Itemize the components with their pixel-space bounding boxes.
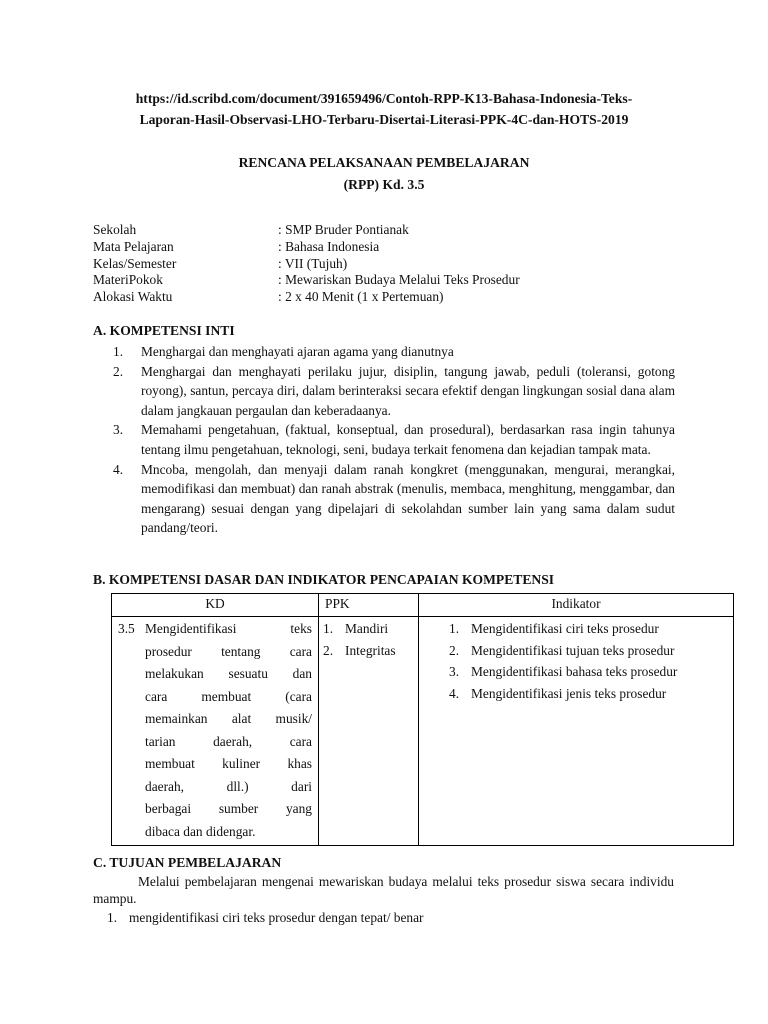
list-number: 4. — [113, 461, 124, 477]
list-number: 2. — [449, 642, 460, 658]
list-text: Mengidentifikasi bahasa teks prosedur — [471, 664, 678, 679]
list-item — [449, 683, 729, 705]
list-number: 3. — [113, 422, 124, 438]
info-row-kelas-semester — [93, 256, 693, 273]
info-value: : 2 x 40 Menit (1 x Pertemuan) — [278, 289, 444, 305]
kd-line: membuat kuliner khas — [145, 756, 312, 771]
table-header-ppk: PPK — [319, 594, 419, 617]
list-number: 3. — [449, 664, 460, 679]
info-row-alokasi-waktu — [93, 289, 693, 306]
list-text: Mandiri — [345, 621, 389, 636]
table-row — [112, 617, 734, 846]
indikator-cell — [419, 617, 734, 846]
kd-line: cara membuat (cara — [145, 688, 312, 704]
list-number: 1. — [113, 344, 124, 359]
info-label: Mata Pelajaran — [93, 238, 174, 254]
kd-line: Mengidentifikasi teks — [145, 621, 312, 636]
kd-line: berbagai sumber yang — [145, 801, 312, 816]
kd-line: daerah, dll.) dari — [145, 778, 312, 794]
list-item — [113, 420, 675, 459]
source-url-line-2: Laporan-Hasil-Observasi-LHO-Terbaru-Disertai-Literasi-PPK-4C-dan-HOTS-2019 — [139, 112, 629, 127]
kompetensi-inti-list — [113, 342, 675, 538]
list-text: Mengidentifikasi tujuan teks prosedur — [471, 642, 675, 658]
section-c-heading: C. TUJUAN PEMBELAJARAN — [93, 855, 282, 870]
title-line-2: (RPP) Kd. 3.5 — [343, 177, 425, 192]
list-text: mengidentifikasi ciri teks prosedur dengan tepat/ benar — [129, 910, 424, 925]
source-url — [60, 88, 708, 130]
document-title — [60, 152, 708, 196]
list-item — [449, 661, 729, 683]
list-text: Mengidentifikasi jenis teks prosedur — [471, 685, 667, 701]
list-item — [113, 362, 675, 421]
info-row-materi-pokok — [93, 272, 693, 289]
kd-description — [145, 618, 312, 843]
info-value: : Mewariskan Budaya Melalui Teks Prosedur — [278, 272, 520, 288]
tujuan-paragraph: Melalui pembelajaran mengenai mewariskan budaya melalui teks prosedur siswa secara individu mampu. — [93, 874, 674, 906]
info-value: : VII (Tujuh) — [278, 255, 348, 271]
list-text: Mncoba, mengolah, dan menyaji dalam ranah kongkret (menggunakan, mengurai, merangkai, memodifikasi dan membuat) dan ranah abstrak (menulis, membaca, menghitung, menggambar, dan mengarang) sesuai dengan yang dipelajari di sekolahdan sumber lain yang sama dalam sudut pandang/teori. — [141, 461, 675, 536]
table-header-kd: KD — [112, 594, 319, 617]
section-a-heading: A. KOMPETENSI INTI — [93, 323, 235, 338]
source-url-line-1: https://id.scribd.com/document/391659496/Contoh-RPP-K13-Bahasa-Indonesia-Teks- — [135, 91, 633, 106]
list-number: 1. — [323, 621, 334, 636]
list-item — [113, 342, 675, 362]
list-text: Memahami pengetahuan, (faktual, konseptual, dan prosedural), berdasarkan rasa ingin tahunya tentang ilmu pengetahuan, teknologi, seni, budaya terkait fenomena dan kejadian tampak mata. — [141, 422, 675, 457]
list-number: 1. — [107, 910, 118, 925]
kd-line: prosedur tentang cara — [145, 643, 312, 659]
list-number: 4. — [449, 685, 460, 701]
info-value: : SMP Bruder Pontianak — [278, 222, 409, 237]
ppk-cell — [319, 617, 419, 846]
table-header-row — [112, 594, 734, 617]
list-item — [449, 640, 729, 662]
kd-line: memainkan alat musik/ — [145, 711, 312, 726]
list-item — [113, 460, 675, 538]
section-b-heading: B. KOMPETENSI DASAR DAN INDIKATOR PENCAPAIAN KOMPETENSI — [93, 572, 555, 587]
list-text: Integritas — [345, 642, 396, 658]
kd-cell — [112, 617, 319, 846]
info-row-sekolah — [93, 222, 693, 239]
title-line-1: RENCANA PELAKSANAAN PEMBELAJARAN — [238, 155, 530, 170]
info-label: MateriPokok — [93, 272, 163, 288]
list-text: Menghargai dan menghayati perilaku jujur, disiplin, tangung jawab, peduli (toleransi, gotong royong), santun, percaya diri, dalam berinteraksi secara efektif dengan lingkungan sosial dana alam dalam jangkauan pergaulan dan keberadaanya. — [141, 363, 675, 418]
list-item — [323, 640, 414, 662]
kd-number: 3.5 — [118, 621, 135, 636]
list-item — [107, 909, 424, 927]
kd-line: tarian daerah, cara — [145, 733, 312, 749]
kd-line: melakukan sesuatu dan — [145, 666, 312, 681]
list-text: Menghargai dan menghayati ajaran agama yang dianutnya — [141, 344, 454, 359]
info-label: Kelas/Semester — [93, 255, 177, 271]
info-row-mata-pelajaran — [93, 239, 693, 256]
list-item — [449, 618, 729, 640]
identity-info — [93, 222, 693, 306]
info-label: Sekolah — [93, 222, 137, 237]
kd-table — [111, 593, 734, 846]
kd-line: dibaca dan didengar. — [145, 823, 256, 839]
list-text: Mengidentifikasi ciri teks prosedur — [471, 621, 659, 636]
list-item — [323, 618, 414, 640]
list-number: 2. — [323, 642, 334, 658]
info-label: Alokasi Waktu — [93, 289, 173, 305]
list-number: 1. — [449, 621, 460, 636]
info-value: : Bahasa Indonesia — [278, 238, 380, 254]
table-header-indikator: Indikator — [419, 594, 734, 617]
list-number: 2. — [113, 363, 124, 379]
